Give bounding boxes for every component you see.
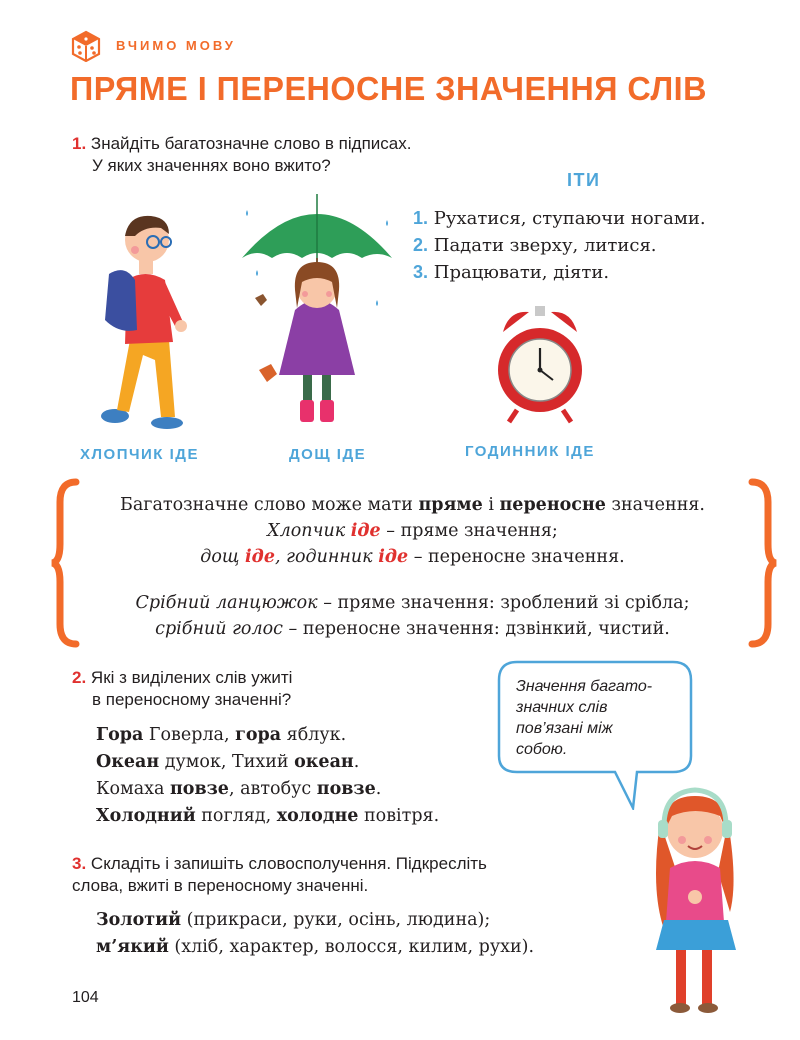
task-3-line-2: слова, вжиті в переносному значенні. xyxy=(72,876,369,895)
meanings-list xyxy=(413,205,706,286)
meaning-number: 3. xyxy=(413,262,429,282)
dice-logo-icon xyxy=(70,30,102,62)
task-3-line-1: Складіть і запишіть словосполучення. Підкресліть xyxy=(90,854,487,873)
meaning-text: Рухатися, ступаючи ногами. xyxy=(433,208,706,229)
section-label: ВЧИМО МОВУ xyxy=(116,38,236,53)
meaning-number: 2. xyxy=(413,235,429,255)
caption-rain: ДОЩ ІДЕ xyxy=(289,446,367,463)
example-line: Холодний погляд, холодне повітря. xyxy=(96,806,440,826)
page-title: ПРЯМЕ І ПЕРЕНОСНЕ ЗНАЧЕННЯ СЛІВ xyxy=(70,70,707,107)
bubble-line: Значення багато- xyxy=(516,678,653,695)
bubble-line: значних слів xyxy=(516,699,608,716)
task-2-examples xyxy=(96,722,439,830)
task-3-number: 3. xyxy=(72,854,87,873)
meaning-item xyxy=(413,259,706,286)
task-2-line-2: в переносному значенні? xyxy=(92,690,292,709)
task-1 xyxy=(72,133,411,177)
meaning-item xyxy=(413,232,706,259)
rule-line-4: Срібний ланцюжок – пряме значення: зроблений зі срібла; xyxy=(135,593,690,613)
example-line: м’який (хліб, характер, волосся, килим, рухи). xyxy=(96,937,535,957)
girl-headphones-illustration xyxy=(640,782,750,1022)
task-2-line-1: Які з виділених слів ужиті xyxy=(90,668,293,687)
caption-clock: ГОДИННИК ІДЕ xyxy=(465,443,595,460)
task-2-number: 2. xyxy=(72,668,87,687)
example-line: Океан думок, Тихий океан. xyxy=(96,752,360,772)
task-3 xyxy=(72,853,487,897)
bubble-text xyxy=(516,676,686,760)
key-word: ІТИ xyxy=(567,170,601,190)
boy-walking-illustration xyxy=(95,210,205,435)
task-1-number: 1. xyxy=(72,134,87,153)
bubble-line: собою. xyxy=(516,741,568,758)
rule-text xyxy=(0,492,800,642)
task-3-examples xyxy=(96,907,534,961)
caption-boy: ХЛОПЧИК ІДЕ xyxy=(80,446,199,463)
bubble-line: пов’язані між xyxy=(516,720,613,737)
meaning-number: 1. xyxy=(413,208,429,228)
rule-line-3: дощ іде, годинник іде – переносне значення. xyxy=(200,547,625,567)
meaning-item xyxy=(413,205,706,232)
task-1-line-2: У яких значеннях воно вжито? xyxy=(92,156,331,175)
rule-line-1: Багатозначне слово може мати пряме і переносне значення. xyxy=(120,495,705,515)
meaning-text: Працювати, діяти. xyxy=(433,262,610,283)
example-line: Гора Говерла, гора яблук. xyxy=(96,725,347,745)
girl-umbrella-illustration xyxy=(237,190,397,430)
example-line: Комаха повзе, автобус повзе. xyxy=(96,779,382,799)
rule-line-5: срібний голос – переносне значення: дзвінкий, чистий. xyxy=(155,619,670,639)
task-1-line-1: Знайдіть багатозначне слово в підписах. xyxy=(90,134,412,153)
alarm-clock-illustration xyxy=(495,302,585,427)
rule-line-2: Хлопчик іде – пряме значення; xyxy=(267,521,558,541)
meaning-text: Падати зверху, литися. xyxy=(433,235,657,256)
page-number: 104 xyxy=(72,989,99,1006)
task-2 xyxy=(72,667,292,711)
example-line: Золотий (прикраси, руки, осінь, людина); xyxy=(96,910,491,930)
